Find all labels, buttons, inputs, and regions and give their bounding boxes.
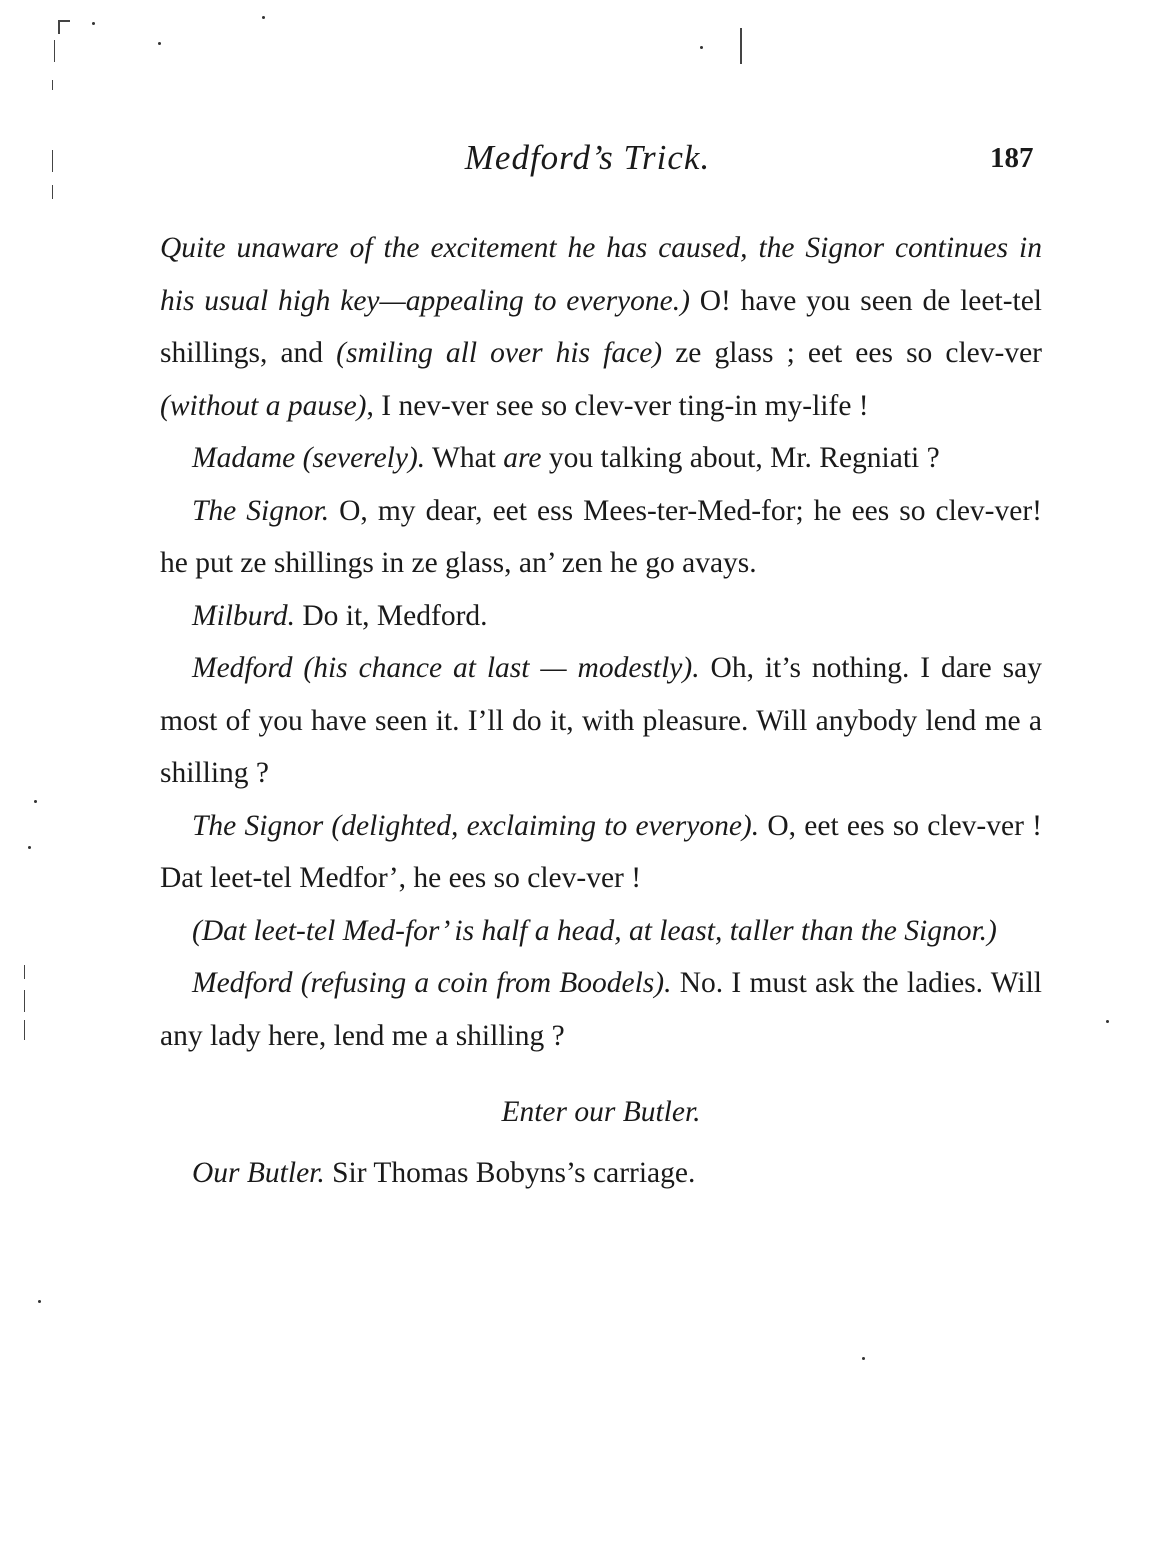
text-run: you talking about, Mr. Regniati ? xyxy=(541,442,940,474)
scan-speck xyxy=(1106,1020,1109,1023)
italic-run: The Signor (delighted, exclaiming to everyone). xyxy=(192,809,760,842)
text-run: , I nev-ver see so clev-ver ting-in my-life ! xyxy=(366,389,869,422)
scan-speck xyxy=(28,846,31,849)
scan-speck xyxy=(262,16,265,19)
text-run: Do it, Medford. xyxy=(294,599,488,632)
body-text xyxy=(160,222,1042,1199)
text-run: What xyxy=(425,442,504,474)
speaker-name: Our Butler. xyxy=(192,1156,325,1189)
final-line xyxy=(160,1147,1042,1200)
scan-mark xyxy=(24,990,25,1012)
scan-speck xyxy=(92,22,95,25)
paragraph xyxy=(160,485,1042,590)
scan-mark xyxy=(54,40,55,62)
paragraph xyxy=(160,642,1042,800)
stage-direction: Enter our Butler. xyxy=(501,1096,701,1128)
italic-run: are xyxy=(503,442,542,474)
scan-speck xyxy=(38,1300,41,1303)
scan-mark xyxy=(58,20,70,22)
paragraph xyxy=(160,222,1042,432)
italic-run: Milburd. xyxy=(192,599,295,632)
scan-speck xyxy=(34,800,37,803)
italic-run: Madame (severely). xyxy=(192,442,426,474)
text-run: O! have you seen de leet-tel shillings, and xyxy=(160,284,1043,369)
paragraph xyxy=(160,590,1042,643)
scan-mark xyxy=(52,80,53,90)
italic-run: (Dat leet-tel Med-for’ is half a head, at least, taller than the Signor.) xyxy=(192,914,997,947)
italic-run: Quite unaware of the excitement he has caused, the Signor continues in his usual high key—appealing to everyone.) xyxy=(160,232,1042,317)
scan-mark xyxy=(24,965,25,979)
scan-mark xyxy=(24,1020,25,1040)
italic-run: Medford (his chance at last — modestly). xyxy=(192,652,700,684)
scan-mark xyxy=(52,185,53,199)
scan-mark xyxy=(740,28,742,64)
scan-speck xyxy=(700,46,703,49)
paragraph xyxy=(160,905,1042,958)
text-run: ze glass ; eet ees so clev-ver xyxy=(662,337,1043,369)
scan-mark xyxy=(58,20,60,34)
text-run: Oh, it’s nothing. I dare say most of you have seen it. I’ll do it, with pleasure. Will anybody lend me a shilling ? xyxy=(160,652,1042,789)
scan-speck xyxy=(862,1357,865,1360)
italic-run: Medford (refusing a coin from Boodels). xyxy=(192,967,672,999)
running-title: Medford’s Trick. xyxy=(464,138,711,177)
paragraph xyxy=(160,800,1042,905)
italic-run: The Signor. xyxy=(192,494,330,527)
italic-run: (without a pause) xyxy=(160,389,367,422)
scan-speck xyxy=(158,42,161,45)
italic-run: (smiling all over his face) xyxy=(336,337,663,369)
page-number: 187 xyxy=(990,142,1034,174)
spoken-text: Sir Thomas Bobyns’s carriage. xyxy=(324,1156,696,1189)
paragraph xyxy=(160,432,1042,485)
text-run: O, my dear, eet ess Mees-ter-Med-for; he ees so clev-ver! he put ze shillings in ze glass, an’ zen he go avays. xyxy=(160,494,1042,579)
paragraph xyxy=(160,957,1042,1062)
text-run: No. I must ask the ladies. Will any lady here, lend me a shilling ? xyxy=(160,967,1043,1052)
text-run: O, eet ees so clev-ver ! Dat leet-tel Medfor’, he ees so clev-ver ! xyxy=(160,809,1042,894)
